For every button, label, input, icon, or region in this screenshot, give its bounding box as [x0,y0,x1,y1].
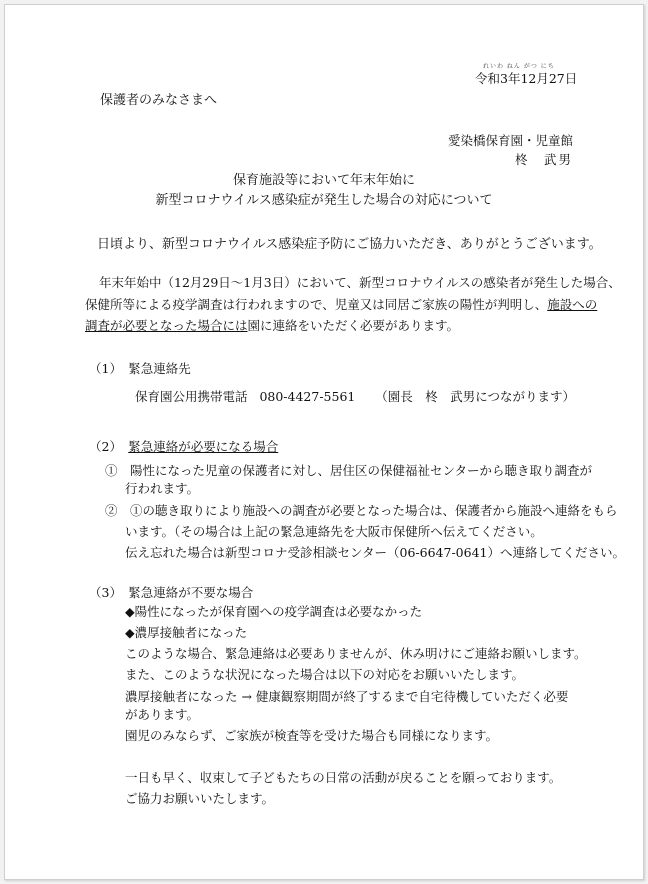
intro-paragraph: 日頃より、新型コロナウイルス感染症予防にご協力いただき、ありがとうございます。 [97,237,602,252]
section-3-line-6: 一日も早く、収束して子どもたちの日常の活動が戻ることを願っております。 [125,770,562,785]
section-3-line-2: また、このような状況になった場合は以下の対応をお願いいたします。 [125,667,525,682]
emergency-phone-line [135,389,575,405]
section-2-item-2-line-3: 伝え忘れた場合は新型コロナ受診相談センター（06-6647-0641）へ連絡してください。 [125,545,625,560]
document-date: 令和3年12月27日 [475,71,578,86]
phone-note: （園長 柊 武男につながります） [375,389,576,404]
section-3-line-3: 濃厚接触者になった → 健康観察期間が終了するまで自宅待機していただく必要 [125,689,569,704]
organization-name: 愛染橋保育園・児童館 [447,133,573,148]
document-page [4,4,644,880]
notice-line-2-text: 保健所等による疫学調査は行われますので、児童又は同居ご家族の陽性が判明し、 [85,297,548,312]
section-3-line-4: があります。 [125,707,200,722]
phone-label: 保育園公用携帯電話 [135,389,248,404]
section-2-item-1-line-2: 行われます。 [125,481,200,496]
notice-line-2 [85,297,597,313]
notice-line-2-underlined: 施設への [547,297,598,312]
notice-line-3-underlined: 調査が必要となった場合には [85,318,248,333]
date-ruby: れいわ ねん がつ にち [483,63,555,70]
title-line-1: 保育施設等において年末年始に [232,173,415,188]
salutation: 保護者のみなさまへ [100,93,218,108]
notice-line-1: 年末年始中（12月29日～1月3日）において、新型コロナウイルスの感染者が発生した場合、 [99,275,621,290]
notice-line-3-text: 園に連絡をいただく必要があります。 [247,318,460,333]
section-3-bullet-1: ◆陽性になったが保育園への疫学調査は必要なかった [125,604,423,619]
section-2-item-1-line-1: ① 陽性になった児童の保護者に対し、居住区の保健福祉センターから聴き取り調査が [105,463,593,478]
sender-name: 柊 武男 [514,152,573,167]
section-2-item-2-line-1: ② ①の聴き取りにより施設への調査が必要となった場合は、保護者から施設へ連絡をもら [105,503,618,518]
title-line-2: 新型コロナウイルス感染症が発生した場合の対応について [155,193,493,208]
section-3-line-7: ご協力お願いいたします。 [125,791,275,806]
section-3-line-1: このような場合、緊急連絡は必要ありませんが、休み明けにご連絡お願いします。 [125,646,587,661]
section-3-heading: （3） 緊急連絡が不要な場合 [89,585,254,600]
section-2-title: 緊急連絡が必要になる場合 [128,439,279,454]
section-3-line-5: 園児のみならず、ご家族が検査等を受けた場合も同様になります。 [125,728,499,743]
section-1-heading: （1） 緊急連絡先 [89,361,191,376]
phone-number: 080-4427-5561 [259,389,356,404]
notice-line-3 [85,318,459,334]
section-2-prefix: （2） [89,439,129,454]
section-2-item-2-line-2: います。（その場合は上記の緊急連絡先を大阪市保健所へ伝えてください。 [125,524,543,539]
section-2-heading [89,439,278,455]
section-3-bullet-2: ◆濃厚接触者になった [125,625,248,640]
